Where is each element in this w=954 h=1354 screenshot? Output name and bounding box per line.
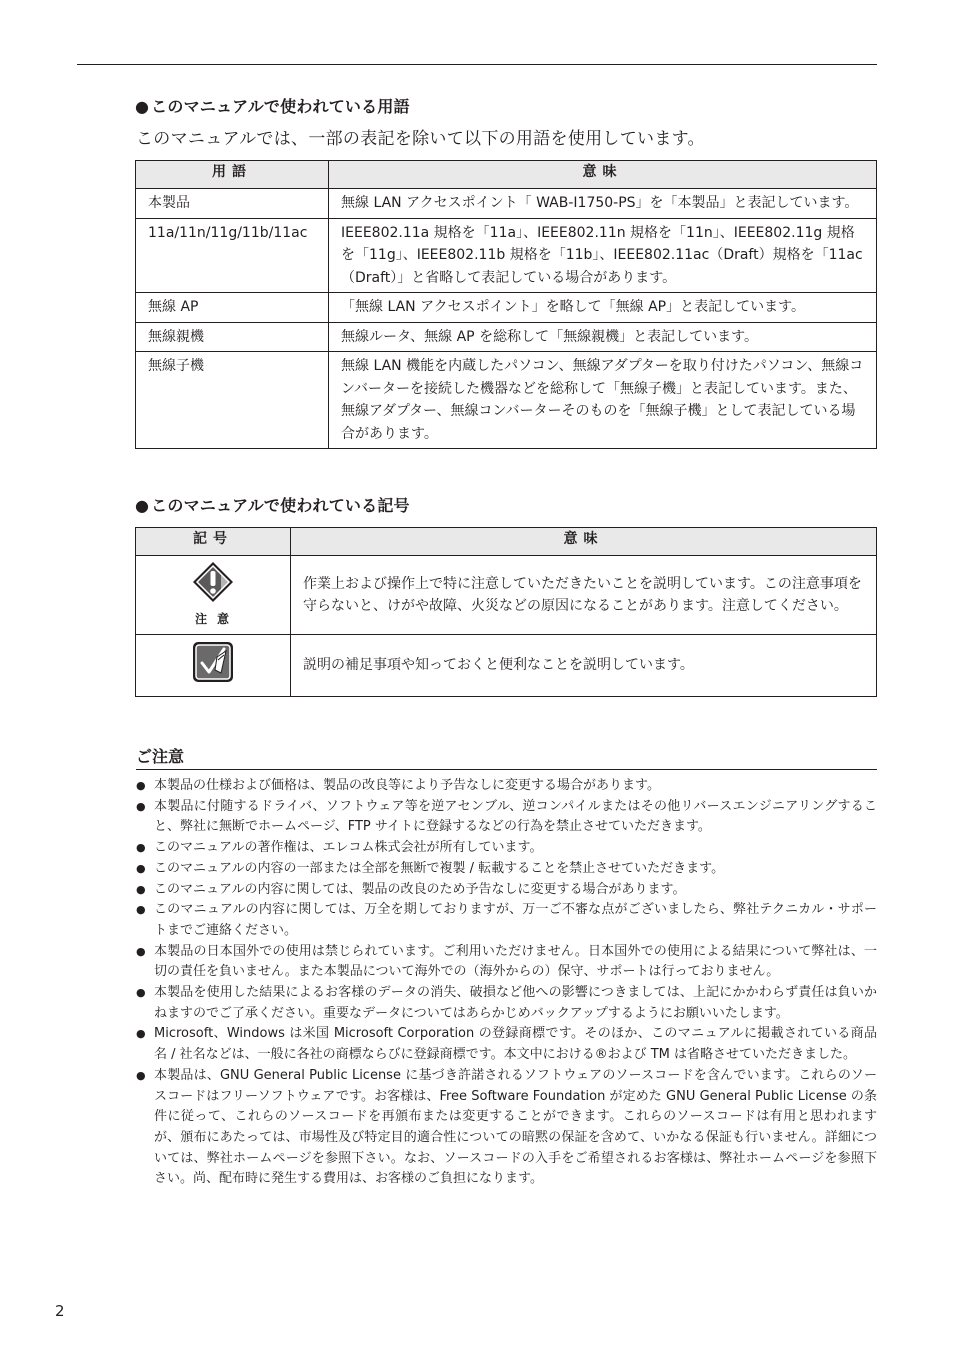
list-item: ● Microsoft、Windows は米国 Microsoft Corporation の登録商標です。そのほか、このマニュアルに掲載されている商品名 / 社名などは、一般に各社の商標ならびに登録商標です。本文中における®および TM は省略させていただきました。 — [136, 1026, 877, 1063]
bullet-icon: ● — [136, 903, 146, 917]
term-column-header: 用語 — [136, 161, 329, 189]
bullet-icon: ● — [136, 861, 146, 875]
meaning-cell: IEEE802.11a 規格を「11a」、IEEE802.11n 規格を「11n」、IEEE802.11g 規格を「11g」、IEEE802.11b 規格を「11b」、IEEE802.11ac（Draft）規格を「11ac（Draft）」と省略して表記している場合があります。 — [329, 218, 877, 293]
symbols-heading: ● このマニュアルで使われている記号 — [135, 496, 410, 515]
list-item: ● 本製品の仕様および価格は、製品の改良等により予告なしに変更する場合があります。 — [136, 776, 877, 797]
table-row — [136, 556, 877, 635]
bullet-dot: ● — [135, 97, 150, 116]
list-item: ● 本製品に付随するドライバ、ソフトウェア等を逆アセンブル、逆コンパイルまたはその他リバースエンジニアリングすること、弊社に無断でホームページ、FTP サイトに登録するなどの行為を禁止させていただきます。 — [136, 798, 877, 835]
bullet-icon: ● — [136, 986, 146, 1000]
bullet-icon: ● — [136, 1027, 146, 1041]
bullet-icon: ● — [136, 779, 146, 792]
notice-list — [136, 776, 877, 1190]
top-rule — [77, 64, 877, 65]
table-row — [136, 352, 877, 449]
meaning-column-header: 意味 — [329, 161, 877, 189]
term-cell: 無線親機 — [136, 322, 329, 352]
symbol-cell — [136, 635, 291, 697]
caution-icon — [191, 560, 235, 604]
bullet-icon: ● — [136, 944, 146, 958]
list-item: ● このマニュアルの内容に関しては、万全を期しておりますが、万一ご不審な点がございましたら、弊社テクニカル・サポートまでご連絡ください。 — [136, 902, 877, 938]
bullet-icon: ● — [136, 799, 146, 813]
meaning-cell: 無線ルータ、無線 AP を総称して「無線親機」と表記しています。 — [329, 322, 877, 352]
table-row — [136, 322, 877, 352]
meaning-cell: 説明の補足事項や知っておくと便利なことを説明しています。 — [291, 635, 877, 697]
page-number: 2 — [55, 1302, 65, 1320]
table-row — [136, 293, 877, 323]
term-cell: 無線子機 — [136, 352, 329, 449]
terms-intro: このマニュアルでは、一部の表記を除いて以下の用語を使用しています。 — [136, 129, 705, 149]
term-cell: 11a/11n/11g/11b/11ac — [136, 218, 329, 293]
terms-table — [135, 160, 877, 449]
bullet-icon: ● — [136, 882, 146, 896]
bullet-icon: ● — [136, 1068, 146, 1082]
bullet-icon: ● — [136, 841, 146, 855]
table-row — [136, 218, 877, 293]
list-item: ● このマニュアルの著作権は、エレコム株式会社が所有しています。 — [136, 838, 877, 859]
notice-heading: ご注意 — [136, 747, 185, 766]
symbols-table — [135, 527, 877, 697]
symbol-cell — [136, 556, 291, 635]
meaning-cell: 無線 LAN アクセスポイント「 WAB-I1750-PS」を「本製品」と表記しています。 — [329, 189, 877, 219]
term-cell: 本製品 — [136, 189, 329, 219]
list-item: ● このマニュアルの内容に関しては、製品の改良のため予告なしに変更する場合があります。 — [136, 880, 877, 901]
caution-label: 注意 — [194, 611, 239, 626]
note-icon — [191, 640, 235, 684]
meaning-cell: 作業上および操作上で特に注意していただきたいことを説明しています。この注意事項を守らないと、けがや故障、火災などの原因になることがあります。注意してください。 — [291, 556, 877, 635]
bullet-dot: ● — [135, 496, 150, 515]
list-item: ● 本製品の日本国外での使用は禁じられています。ご利用いただけません。日本国外での使用による結果について弊社は、一切の責任を負いません。また本製品について海外での（海外からの）保守、サポートは行っておりません。 — [136, 943, 877, 980]
table-row — [136, 635, 877, 697]
terms-heading: ● このマニュアルで使われている用語 — [135, 97, 410, 116]
notice-rule — [136, 769, 877, 770]
meaning-column-header: 意味 — [291, 528, 877, 556]
symbols-header-row — [136, 528, 877, 556]
list-item: ● 本製品を使用した結果によるお客様のデータの消失、破損など他への影響につきましては、上記にかかわらず責任は負いかねますのでご了承ください。重要なデータについてはあらかじめバックアップするようにお願いいたします。 — [136, 985, 877, 1021]
table-row — [136, 189, 877, 219]
list-item: ● 本製品は、GNU General Public License に基づき許諾されるソフトウェアのソースコードを含んでいます。これらのソースコードはフリーソフトウェアです。お客様は、Free Software Foundation が定めた GNU General Public License の条件に従って、これらのソースコードを再頒布または変更することができます。これらのソースコードは有用と思われますが、頒布にあたっては、市場性及び特定目的適合性についての暗黙の保証を含めて、いかなる保証も行いません。詳細については、弊社ホームページを参照下さい。なお、ソースコードの入手をご希望されるお客様は、弊社ホームページを参照下さい。尚、配布時に発生する費用は、お客様のご負担になります。 — [136, 1067, 877, 1187]
symbol-column-header: 記号 — [136, 528, 291, 556]
list-item: ● このマニュアルの内容の一部または全部を無断で複製 / 転載することを禁止させていただきます。 — [136, 859, 877, 880]
meaning-cell: 無線 LAN 機能を内蔵したパソコン、無線アダプターを取り付けたパソコン、無線コンバーターを接続した機器などを総称して「無線子機」と表記しています。また、無線アダプター、無線コンバーターそのものを「無線子機」として表記している場合があります。 — [329, 352, 877, 449]
terms-header-row — [136, 161, 877, 189]
meaning-cell: 「無線 LAN アクセスポイント」を略して「無線 AP」と表記しています。 — [329, 293, 877, 323]
term-cell: 無線 AP — [136, 293, 329, 323]
